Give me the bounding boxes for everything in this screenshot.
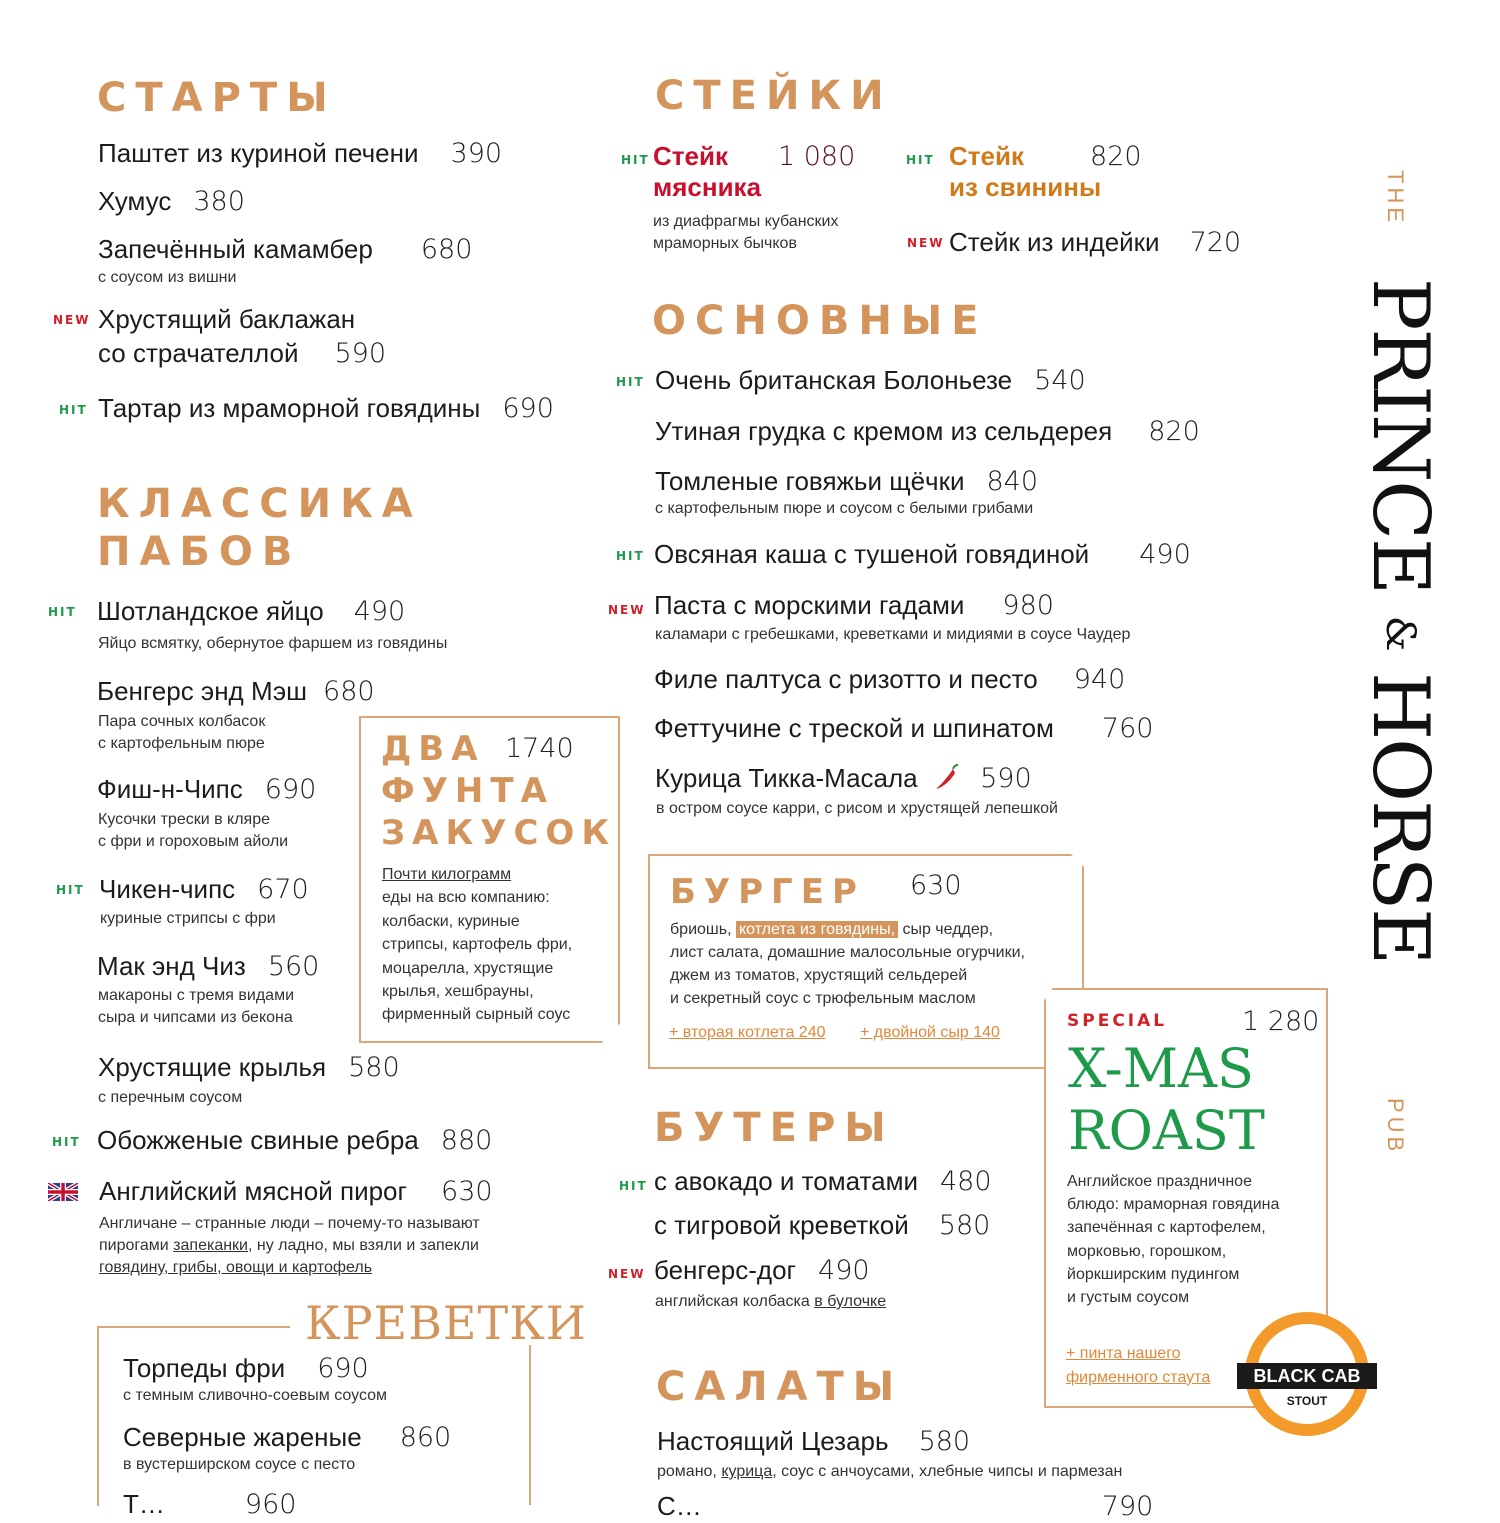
menu-item: Стейк из индейки 720 [949, 227, 1242, 258]
hit-badge: HIT [621, 153, 650, 167]
hit-badge: HIT [48, 605, 77, 619]
menu-item: Хрустящий баклажан [98, 304, 356, 334]
hit-badge: HIT [59, 403, 88, 417]
two-pounds-price: 1740 [505, 733, 574, 764]
burger-description: бриошь, котлета из говядины, сыр чеддер, лист салата, домашние малосольные огурчики, джем из томатов, хрустящий сельдерей и секретный соус с трюфельным маслом [670, 921, 1025, 1007]
menu-item: Томленые говяжьи щёчки 840 [655, 466, 1039, 497]
menu-item: Тартар из мраморной говядины 690 [98, 393, 554, 424]
new-badge: NEW [608, 603, 646, 617]
uk-flag-icon [48, 1183, 78, 1201]
hit-badge: HIT [906, 153, 935, 167]
hit-badge: HIT [56, 883, 85, 897]
item-description: куриные стрипсы с фри [100, 910, 276, 927]
item-description: в вустерширском соусе с песто [123, 1456, 356, 1473]
menu-item: Очень британская Болоньезе 540 [655, 365, 1086, 396]
menu-item: Паста с морскими гадами 980 [654, 590, 1054, 621]
menu-item: Курица Тикка-Масала 590 [655, 763, 1032, 794]
menu-item: Филе палтуса с ризотто и песто 940 [654, 664, 1126, 695]
special-title: X-MAS ROAST [1068, 1037, 1265, 1162]
item-description: с темным сливочно-соевым соусом [123, 1387, 388, 1404]
menu-item: Стейк 1 080 мясника [653, 141, 856, 202]
menu-item: Паштет из куриной печени 390 [98, 138, 503, 169]
burger-price: 630 [910, 870, 962, 901]
item-description: в остром соусе карри, с рисом и хрустящей лепешкой [656, 800, 1058, 817]
menu-item: Английский мясной пирог 630 [99, 1176, 493, 1207]
item-description: с перечным соусом [98, 1089, 243, 1106]
hit-badge: HIT [616, 375, 645, 389]
item-description: Кусочки трески в кляре с фри и гороховым айоли [98, 811, 289, 850]
section-title-classics: КЛАССИКА ПАБОВ [97, 481, 422, 575]
item-description: макароны с тремя видами сыра и чипсами из бекона [98, 987, 295, 1026]
item-description: английская колбаска в булочке [655, 1293, 887, 1310]
menu-item: Фиш-н-Чипс 690 [97, 774, 317, 805]
menu-item: бенгерс-дог 490 [654, 1255, 870, 1286]
menu-item: Бенгерс энд Мэш 680 [97, 676, 375, 707]
menu-item: с авокадо и томатами 480 [654, 1166, 992, 1197]
menu-item: с тигровой креветкой 580 [654, 1210, 991, 1241]
menu-item: Феттучине с треской и шпинатом 760 [654, 713, 1154, 744]
shrimp-box-left-line [97, 1326, 99, 1506]
black-cab-stout-logo [1245, 1312, 1369, 1436]
menu-item: Обожженые свиные ребра 880 [97, 1125, 493, 1156]
brand-pub: PUB [1383, 1098, 1408, 1156]
menu-item: Торпеды фри 690 [123, 1353, 369, 1384]
menu-item: Настоящий Цезарь 580 [657, 1426, 971, 1457]
new-badge: NEW [907, 236, 945, 250]
new-badge: NEW [608, 1267, 646, 1281]
item-description: романо, курица, соус с анчоусами, хлебные чипсы и пармезан [657, 1463, 1123, 1480]
section-title-sandwiches: БУТЕРЫ [654, 1105, 895, 1151]
item-description: с картофельным пюре и соусом с белыми грибами [655, 500, 1034, 517]
menu-item: Хумус 380 [98, 186, 245, 217]
special-label: SPECIAL [1067, 1011, 1168, 1031]
section-title-starters: СТАРТЫ [97, 75, 337, 121]
menu-item: Стейк 820 из свинины [949, 141, 1142, 202]
stout-name: BLACK CAB [1237, 1363, 1377, 1389]
menu-item: Чикен-чипс 670 [99, 874, 309, 905]
hit-badge: HIT [619, 1179, 648, 1193]
brand-the: THE [1383, 170, 1408, 226]
add-double-cheese-link[interactable]: + двойной сыр 140 [860, 1024, 1000, 1041]
item-description: из диафрагмы кубанских мраморных бычков [653, 213, 839, 252]
section-title-steaks: СТЕЙКИ [655, 73, 893, 119]
special-description: Английское праздничное блюдо: мраморная говядина запечённая с картофелем, морковью, горошком, йоркширским пудингом и густым соусом [1067, 1173, 1280, 1307]
menu-item: Мак энд Чиз 560 [97, 951, 320, 982]
shrimp-box-right-line [529, 1345, 531, 1505]
special-price: 1 280 [1242, 1006, 1320, 1037]
brand-logo [1355, 160, 1450, 1180]
new-badge: NEW [53, 313, 91, 327]
hit-badge: HIT [616, 549, 645, 563]
stout-sub: STOUT [1286, 1394, 1328, 1408]
item-description: Англичане – странные люди – почему-то называют пирогами запеканки, ну ладно, мы взяли и запекли говядину, грибы, овощи и картофель [99, 1215, 480, 1276]
two-pounds-title: ДВА ФУНТА ЗАКУСОК [381, 729, 617, 853]
item-description: каламари с гребешками, креветками и мидиями в соусе Чаудер [655, 626, 1131, 643]
menu-item: Шотландское яйцо 490 [97, 596, 406, 627]
section-title-salads: САЛАТЫ [656, 1364, 904, 1410]
item-description: Яйцо всмятку, обернутое фаршем из говядины [98, 635, 448, 652]
menu-item: Утиная грудка с кремом из сельдерея 820 [655, 416, 1200, 447]
item-description: с соусом из вишни [98, 269, 237, 286]
chili-pepper-icon [931, 763, 961, 793]
add-stout-pint-link[interactable]: + пинта нашего фирменного стаута [1066, 1345, 1211, 1386]
section-title-mains: ОСНОВНЫЕ [652, 298, 988, 344]
menu-item: Хрустящие крылья 580 [98, 1052, 400, 1083]
menu-item: со страчателлой 590 [98, 338, 387, 369]
menu-item: Т… 960 [123, 1489, 297, 1520]
menu-item: С… 790 [657, 1491, 1154, 1522]
hit-badge: HIT [52, 1135, 81, 1149]
add-second-patty-link[interactable]: + вторая котлета 240 [669, 1024, 826, 1041]
section-title-shrimp: КРЕВЕТКИ [305, 1296, 587, 1350]
menu-item: Запечённый камамбер 680 [98, 234, 473, 265]
item-description: Пара сочных колбасок с картофельным пюре [98, 713, 266, 752]
shrimp-box-top-line [97, 1326, 290, 1328]
two-pounds-description: Почти килограмм еды на всю компанию: колбаски, куриные стрипсы, картофель фри, моцарелла, хрустящие крылья, хешбрауны, фирменный сырный соус [382, 866, 573, 1024]
menu-item: Овсяная каша с тушеной говядиной 490 [654, 539, 1191, 570]
menu-item: Северные жареные 860 [123, 1422, 452, 1453]
brand-name: PRINCE & HORSE [1355, 278, 1445, 964]
burger-title: БУРГЕР [670, 872, 865, 912]
